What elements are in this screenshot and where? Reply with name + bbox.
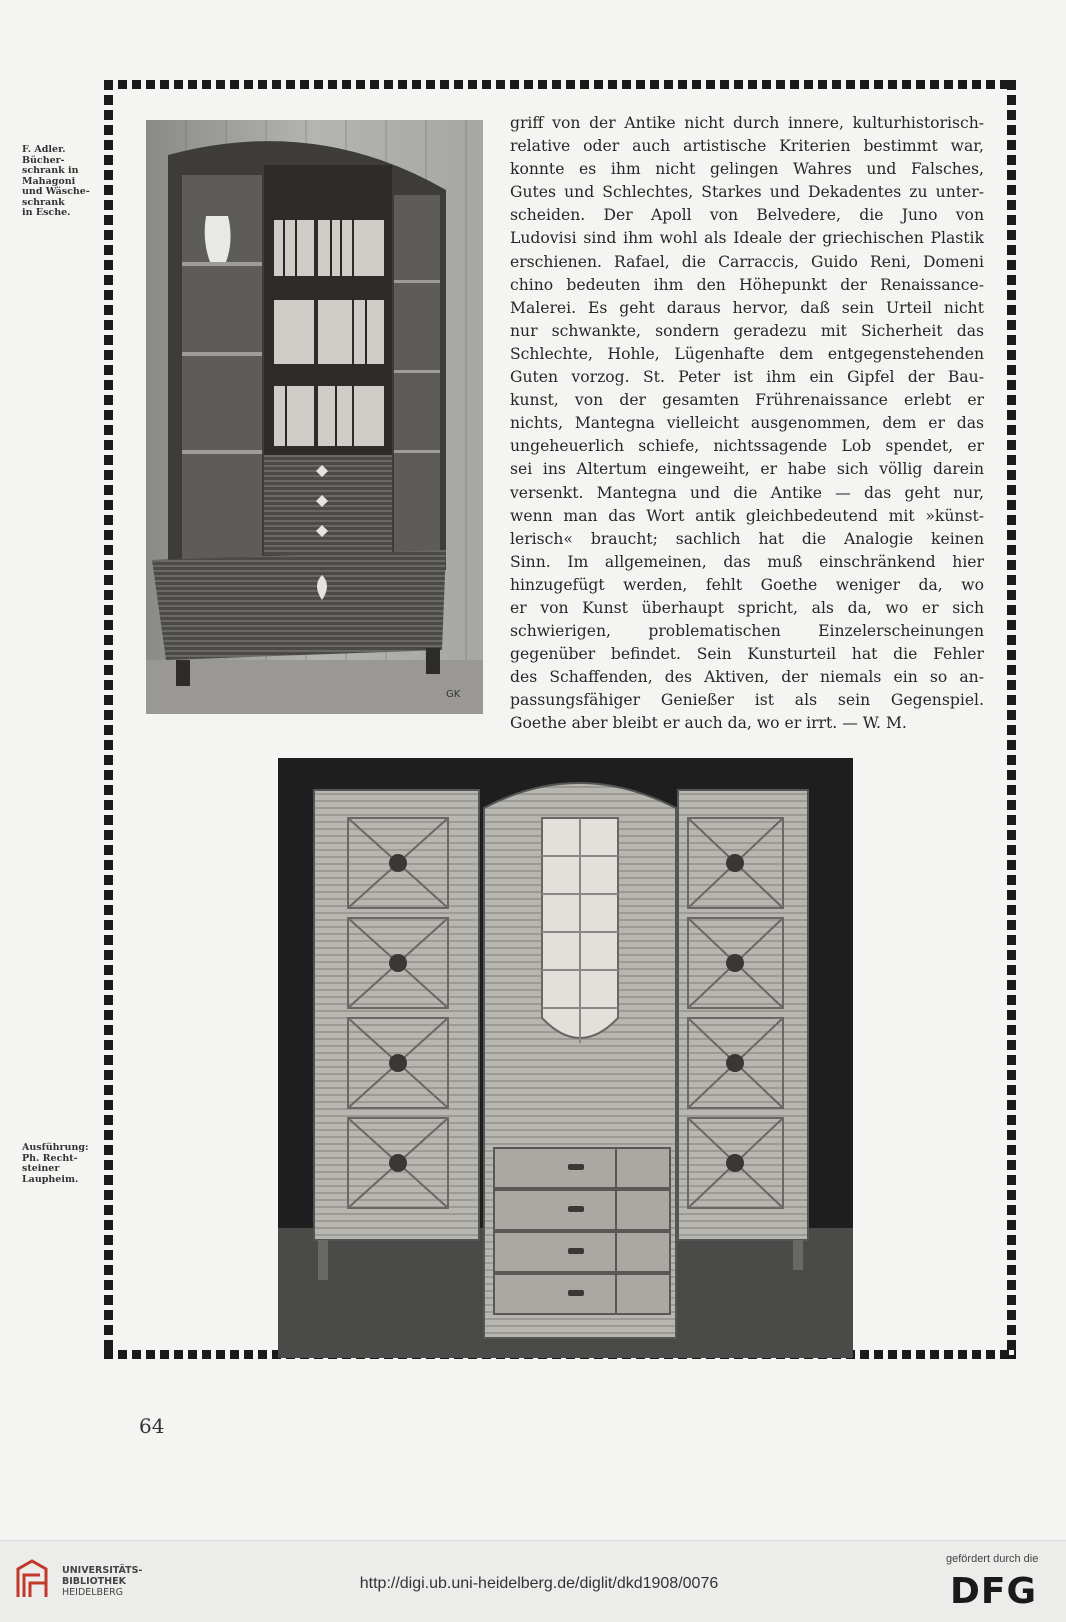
text-line: nichts, Mantegna vielleicht ausgenommen, dem er das <box>510 414 984 433</box>
wardrobe-photo <box>278 758 853 1358</box>
text-line: ungeheuerlich schiefe, nichtssagende Lob spendet, er <box>510 437 984 456</box>
dfg-logo[interactable]: DFG <box>950 1571 1038 1612</box>
text-line: Goethe aber bleibt er auch da, wo er irrt. — W. M. <box>510 714 907 733</box>
text-line: Schlechte, Hohle, Lügenhafte dem entgegenstehenden <box>510 344 984 363</box>
text-line: scheiden. Der Apoll von Belvedere, die Juno von <box>510 206 984 225</box>
footer-bar <box>0 1540 1066 1622</box>
text-line: kunst, von der gesamten Frührenaissance erlebt er <box>510 391 984 410</box>
text-line: griff von der Antike nicht durch innere, kulturhistorisch- <box>510 114 984 132</box>
text-line: Gutes und Schlechtes, Starkes und Dekadentes zu unter- <box>510 183 984 202</box>
text-line: Malerei. Es geht daraus hervor, daß sein Urteil nicht <box>510 298 984 317</box>
bookcase-photo <box>146 120 483 714</box>
source-url-link[interactable]: http://digi.ub.uni-heidelberg.de/diglit/dkd1908/0076 <box>359 1575 719 1592</box>
sponsor-label: gefördert durch die <box>946 1553 1039 1565</box>
text-line: relative oder auch artistische Kriterien bestimmt war, <box>510 137 984 156</box>
text-line: Guten vorzog. St. Peter ist ihm ein Gipfel der Bau- <box>510 368 984 387</box>
text-line: wenn man das Wort antik gleichbedeutend mit »künst- <box>510 506 984 525</box>
text-line: er von Kunst überhaupt spricht, als da, wo er sich <box>510 598 984 617</box>
caption-cabinet-designer: F. Adler. Bücher- schrank in Mahagoni und Wäsche- schrank in Esche. <box>22 144 90 218</box>
page-number: 64 <box>139 1414 165 1438</box>
text-line: chino bedeuten ihm den Höhepunkt der Renaissance- <box>510 275 984 294</box>
university-logo-icon[interactable] <box>12 1557 52 1603</box>
text-line: gegenüber befindet. Sein Kunsturteil hat die Fehler <box>510 645 984 664</box>
text-line: sei ins Altertum eingeweiht, er habe sich völlig darein <box>510 460 984 479</box>
text-line: hinzugefügt werden, fehlt Goethe weniger da, wo <box>510 575 984 594</box>
article-text <box>510 112 984 736</box>
caption-execution-credit: Ausführung: Ph. Recht- steiner Laupheim. <box>22 1142 89 1185</box>
text-line: konnte es ihm nicht gelingen Wahres und Falsches, <box>510 160 984 179</box>
text-line: Sinn. Im allgemeinen, das muß einschränkend hier <box>510 552 984 571</box>
text-line: des Schaffenden, des Aktiven, der niemals ein so an- <box>510 668 984 687</box>
photo-monogram: GK <box>446 689 461 700</box>
text-line: erschienen. Rafael, die Carraccis, Guido Reni, Domeni <box>510 252 984 271</box>
text-line: passungsfähiger Genießer ist als sein Gegenspiel. <box>510 691 984 710</box>
university-name[interactable]: UNIVERSITÄTS- BIBLIOTHEK HEIDELBERG <box>62 1565 143 1598</box>
text-line: Ludovisi sind ihm wohl als Ideale der griechischen Plastik <box>510 229 984 248</box>
text-line: versenkt. Mantegna und die Antike — das geht nur, <box>510 483 984 502</box>
text-line: nur schwankte, sondern geradezu mit Sicherheit das <box>510 321 984 340</box>
text-line: schwierigen, problematischen Einzelerscheinungen <box>510 622 984 641</box>
text-line: lerisch« braucht; sachlich hat die Analogie keinen <box>510 529 984 548</box>
